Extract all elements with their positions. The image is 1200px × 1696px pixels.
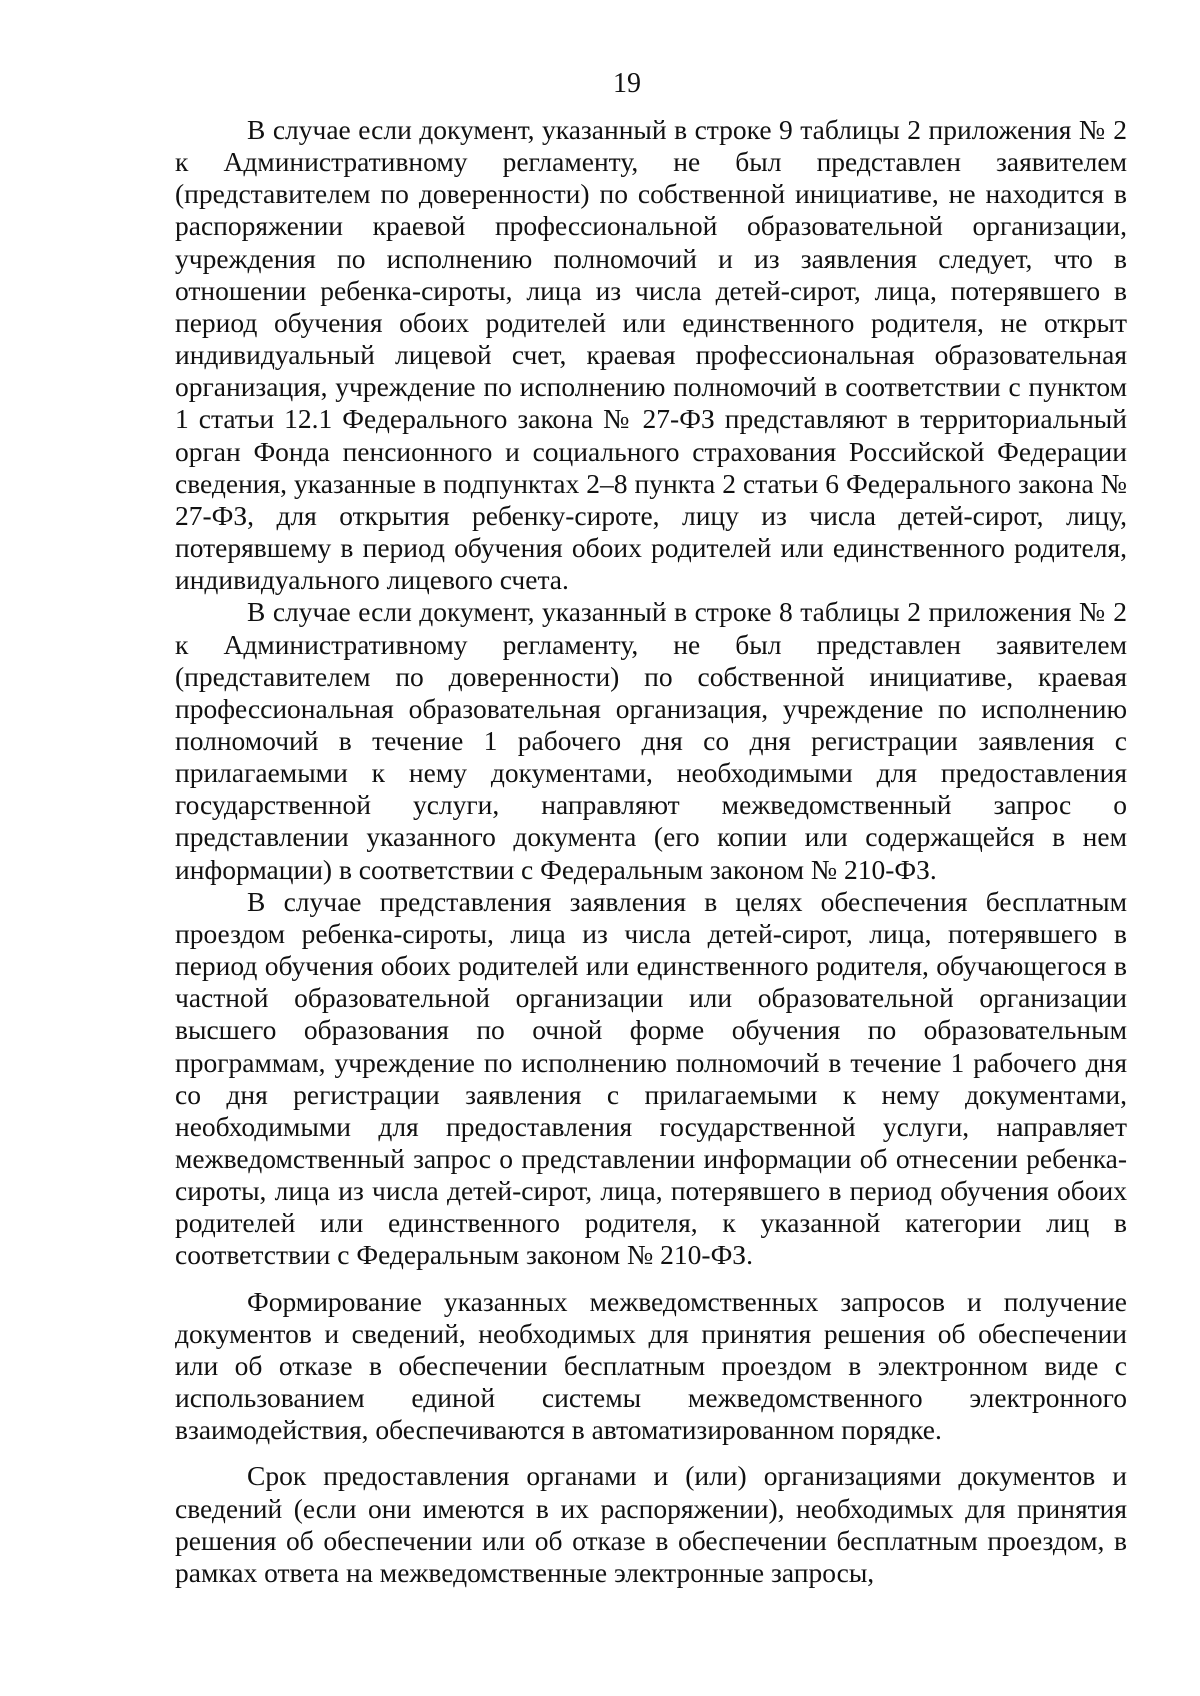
- paragraph-4: Формирование указанных межведомственных запросов и получение документов и сведений, необходимых для принятия решения об обеспечении или об отказе в обеспечении бесплатным проездом в электронном виде с использованием единой системы межведомственного электронного взаимодействия, обеспечиваются в автоматизированном порядке.: [175, 1285, 1127, 1446]
- paragraph-2: В случае если документ, указанный в строке 8 таблицы 2 приложения № 2 к Административному регламенту, не был представлен заявителем (представителем по доверенности) по собственной инициативе, краевая профессиональная образовательная организация, учреждение по исполнению полномочий в течение 1 рабочего дня со дня регистрации заявления с прилагаемыми к нему документами, необходимыми для предоставления государственной услуги, направляют межведомственный запрос о представлении указанного документа (его копии или содержащейся в нем информации) в соответствии с Федеральным законом № 210-ФЗ.: [175, 596, 1127, 885]
- page-number: 19: [613, 68, 641, 99]
- paragraph-3: В случае представления заявления в целях обеспечения бесплатным проездом ребенка-сироты, лица из числа детей-сирот, лица, потерявшего в период обучения обоих родителей или единственного родителя, обучающегося в частной образовательной организации или образовательной организации высшего образования по очной форме обучения по образовательным программам, учреждение по исполнению полномочий в течение 1 рабочего дня со дня регистрации заявления с прилагаемыми к нему документами, необходимыми для предоставления государственной услуги, направляет межведомственный запрос о представлении информации об отнесении ребенка-сироты, лица из числа детей-сирот, лица, потерявшего в период обучения обоих родителей или единственного родителя, к указанной категории лиц в соответствии с Федеральным законом № 210-ФЗ.: [175, 885, 1127, 1271]
- paragraph-1: В случае если документ, указанный в строке 9 таблицы 2 приложения № 2 к Административному регламенту, не был представлен заявителем (представителем по доверенности) по собственной инициативе, не находится в распоряжении краевой профессиональной образовательной организации, учреждения по исполнению полномочий и из заявления следует, что в отношении ребенка-сироты, лица из числа детей-сирот, лица, потерявшего в период обучения обоих родителей или единственного родителя, не открыт индивидуальный лицевой счет, краевая профессиональная образовательная организация, учреждение по исполнению полномочий в соответствии с пунктом 1 статьи 12.1 Федерального закона № 27-ФЗ представляют в территориальный орган Фонда пенсионного и социального страхования Российской Федерации сведения, указанные в подпунктах 2–8 пункта 2 статьи 6 Федерального закона № 27-ФЗ, для открытия ребенку-сироте, лицу из числа детей-сирот, лицу, потерявшему в период обучения обоих родителей или единственного родителя, индивидуального лицевого счета.: [175, 114, 1127, 596]
- paragraph-5: Срок предоставления органами и (или) организациями документов и сведений (если они имеются в их распоряжении), необходимых для принятия решения об обеспечении или об отказе в обеспечении бесплатным проездом, в рамках ответа на межведомственные электронные запросы,: [175, 1460, 1127, 1588]
- document-body: [175, 114, 1127, 1589]
